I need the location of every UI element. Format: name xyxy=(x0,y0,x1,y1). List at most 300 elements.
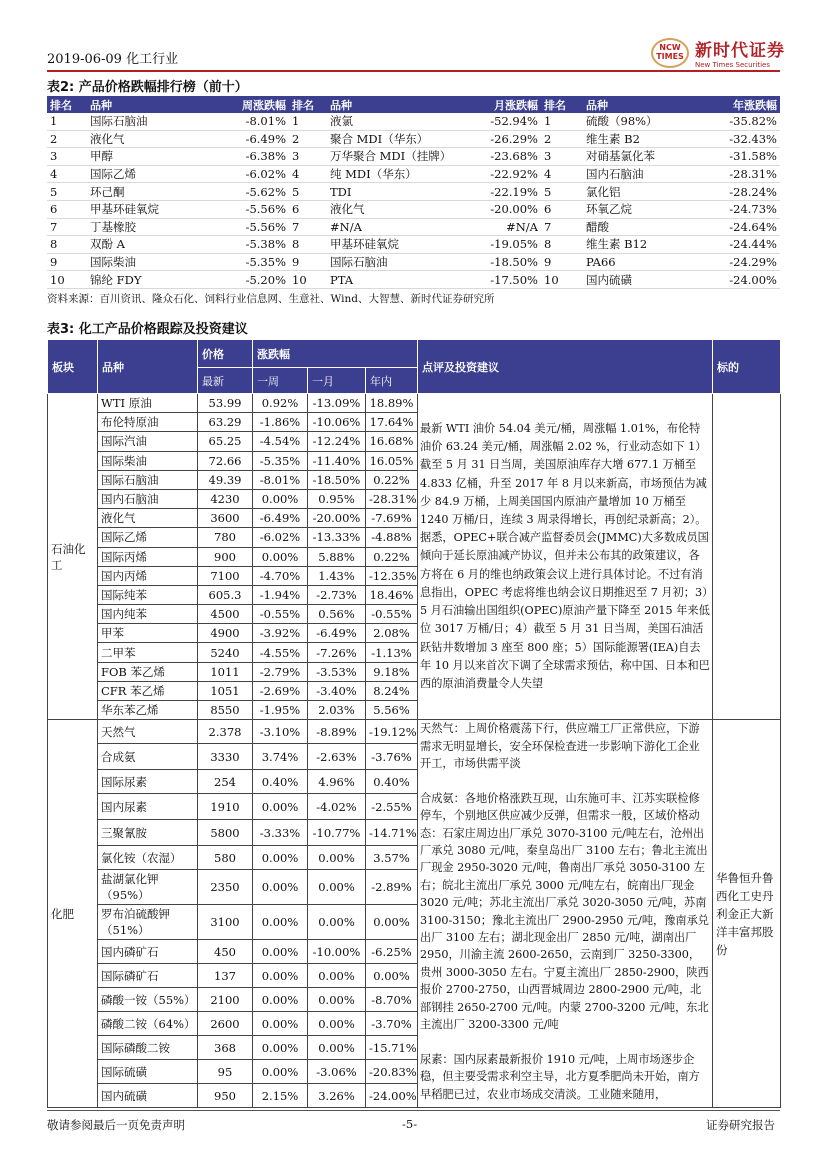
table2-cell: 9 xyxy=(47,253,87,271)
table2-cell: TDI xyxy=(327,183,461,201)
product-value: -0.55% xyxy=(366,605,418,624)
table2-cell: 丁基橡胶 xyxy=(87,218,225,236)
table2-row xyxy=(47,253,780,271)
product-value: 0.00% xyxy=(308,964,366,988)
product-value: 605.3 xyxy=(198,585,253,604)
company-logo xyxy=(651,36,785,69)
table2-row xyxy=(47,165,780,183)
product-name: 三聚氰胺 xyxy=(98,820,198,846)
table2-cell: 9 xyxy=(289,253,327,271)
product-value: 4.96% xyxy=(308,770,366,794)
product-value: -13.09% xyxy=(308,394,366,413)
product-name: 国内尿素 xyxy=(98,794,198,820)
table2-cell: -19.05% xyxy=(461,236,541,254)
table2-row xyxy=(47,271,780,289)
product-value: 0.00% xyxy=(253,547,308,566)
table2-cell: 维生素 B12 xyxy=(583,236,708,254)
product-value: 3600 xyxy=(198,509,253,528)
product-value: -7.69% xyxy=(366,509,418,528)
product-value: 7100 xyxy=(198,566,253,585)
product-value: 0.00% xyxy=(253,905,308,940)
section-comment: 最新 WTI 油价 54.04 美元/桶，周涨幅 1.01%，布伦特油价 63.24 美元/桶，周涨幅 2.02 %，行业动态如下 1）截至 5 月 31 日当周，美国原油库存大增 677.1 万桶至 4.833 亿桶，升至 2017 年 8 月以来新高，市场预估为减少 84.9 万桶，上周美国国内原油产量增加 10 万桶至 1240 万桶/日，连续 3 周录得增长，再创纪录新高；2）。据悉，OPEC+联合减产监督委员会(JMMC)大多数成员国倾向于延长原油减产协议，但并未公布其的政策建议，各方将在 6 月的维也纳政策会议上进行具体讨论。不过有消息指出，OPEC 考虑将维也纳会议日期推迟至 7 月初；3）5 月石油输出国组织(OPEC)原油产量下降至 2015 年来低位 3017 万桶/日；4）截至 5 月 31 日当周，美国石油活跃钻井数增加 3 座至 800 座；5）国际能源署(IEA)自去年 10 月以来首次下调了全球需求预估，称中国、日本和巴西的原油消费量令人失望 xyxy=(418,394,713,720)
product-name: 甲苯 xyxy=(98,624,198,643)
product-name: 罗布泊硫酸钾（51%） xyxy=(98,905,198,940)
table2-cell: -5.35% xyxy=(225,253,289,271)
product-name: FOB 苯乙烯 xyxy=(98,662,198,681)
product-name: 合成氨 xyxy=(98,744,198,770)
product-value: 1.43% xyxy=(308,566,366,585)
product-name: 二甲苯 xyxy=(98,643,198,662)
table2-cell: 5 xyxy=(541,183,583,201)
product-value: 2600 xyxy=(198,1012,253,1036)
product-name: 国际硫磺 xyxy=(98,1060,198,1084)
sector-name: 石油化工 xyxy=(48,394,98,720)
product-value: 950 xyxy=(198,1084,253,1108)
table2-row xyxy=(47,218,780,236)
product-value: -6.49% xyxy=(308,624,366,643)
product-value: -0.55% xyxy=(253,605,308,624)
product-value: -12.24% xyxy=(308,432,366,451)
table2-cell: 甲基环硅氧烷 xyxy=(327,236,461,254)
product-value: 4230 xyxy=(198,489,253,508)
product-name: 国内石脑油 xyxy=(98,489,198,508)
product-value: 0.00% xyxy=(253,964,308,988)
product-value: 95 xyxy=(198,1060,253,1084)
table2-cell: 液化气 xyxy=(87,130,225,148)
table2-cell: 维生素 B2 xyxy=(583,130,708,148)
product-value: 0.56% xyxy=(308,605,366,624)
product-value: -2.79% xyxy=(253,662,308,681)
product-value: 3.26% xyxy=(308,1084,366,1108)
table2-cell: -24.73% xyxy=(708,200,780,218)
product-name: 国际磷矿石 xyxy=(98,964,198,988)
product-value: 0.22% xyxy=(366,547,418,566)
table2-cell: 甲醇 xyxy=(87,148,225,166)
table2-header-cell: 周涨跌幅 xyxy=(225,96,289,113)
product-value: 2.378 xyxy=(198,720,253,744)
table3-row xyxy=(48,394,781,413)
product-name: 氯化铵（农湿） xyxy=(98,846,198,870)
table2-cell: -26.29% xyxy=(461,130,541,148)
table2-cell: 3 xyxy=(47,148,87,166)
table2-cell: -28.24% xyxy=(708,183,780,201)
table2-cell: 液化气 xyxy=(327,200,461,218)
product-value: -6.02% xyxy=(253,528,308,547)
table2-header-cell: 品种 xyxy=(87,96,225,113)
product-value: -10.00% xyxy=(308,940,366,964)
table2-cell: -5.56% xyxy=(225,200,289,218)
product-value: 16.05% xyxy=(366,451,418,470)
table2-cell: 锦纶 FDY xyxy=(87,271,225,289)
product-value: -13.33% xyxy=(308,528,366,547)
product-name: 盐湖氯化钾（95%） xyxy=(98,870,198,905)
product-value: 0.00% xyxy=(253,794,308,820)
table2-cell: -32.43% xyxy=(708,130,780,148)
product-value: -3.40% xyxy=(308,681,366,700)
product-value: -2.55% xyxy=(366,794,418,820)
table2-header-cell: 月涨跌幅 xyxy=(461,96,541,113)
table2-row xyxy=(47,148,780,166)
product-value: -4.88% xyxy=(366,528,418,547)
table2-cell: -24.64% xyxy=(708,218,780,236)
table2-cell: 国内石脑油 xyxy=(583,165,708,183)
table2-cell: 1 xyxy=(289,113,327,130)
product-value: 1051 xyxy=(198,681,253,700)
product-value: -3.10% xyxy=(253,720,308,744)
product-name: 国内纯苯 xyxy=(98,605,198,624)
table2-row xyxy=(47,130,780,148)
product-value: 580 xyxy=(198,846,253,870)
table2-cell: 甲基环硅氧烷 xyxy=(87,200,225,218)
product-value: 8550 xyxy=(198,701,253,720)
th-year: 年内 xyxy=(366,368,418,394)
product-value: -1.94% xyxy=(253,585,308,604)
product-value: 0.00% xyxy=(308,870,366,905)
table2-cell: -8.01% xyxy=(225,113,289,130)
product-value: 780 xyxy=(198,528,253,547)
th-product: 品种 xyxy=(98,340,198,394)
product-value: 1910 xyxy=(198,794,253,820)
table2-cell: 9 xyxy=(541,253,583,271)
table2-cell: 3 xyxy=(289,148,327,166)
table2-cell: #N/A xyxy=(327,218,461,236)
product-name: 国际尿素 xyxy=(98,770,198,794)
product-value: 2.15% xyxy=(253,1084,308,1108)
product-value: -1.95% xyxy=(253,701,308,720)
table2-cell: 7 xyxy=(289,218,327,236)
product-name: 国际汽油 xyxy=(98,432,198,451)
table2-row xyxy=(47,236,780,254)
table2-cell: 液氯 xyxy=(327,113,461,130)
table2-cell: 醋酸 xyxy=(583,218,708,236)
table2-cell: -6.02% xyxy=(225,165,289,183)
table2-cell: -24.00% xyxy=(708,271,780,289)
table2-cell: -5.38% xyxy=(225,236,289,254)
product-value: -4.02% xyxy=(308,794,366,820)
table2-cell: 万华聚合 MDI（挂牌） xyxy=(327,148,461,166)
th-month: 一月 xyxy=(308,368,366,394)
th-sector: 板块 xyxy=(48,340,98,394)
table2-header-cell: 品种 xyxy=(583,96,708,113)
table2-cell: -5.20% xyxy=(225,271,289,289)
product-value: 17.64% xyxy=(366,413,418,432)
product-value: 137 xyxy=(198,964,253,988)
product-name: CFR 苯乙烯 xyxy=(98,681,198,700)
table2-cell: -23.68% xyxy=(461,148,541,166)
product-name: 华东苯乙烯 xyxy=(98,701,198,720)
product-value: 5240 xyxy=(198,643,253,662)
product-name: 国际磷酸二铵 xyxy=(98,1036,198,1060)
table2-cell: -5.62% xyxy=(225,183,289,201)
product-value: -19.12% xyxy=(366,720,418,744)
table2-cell: 10 xyxy=(541,271,583,289)
product-value: 49.39 xyxy=(198,470,253,489)
table2-cell: -5.56% xyxy=(225,218,289,236)
table2-cell: 氯化铝 xyxy=(583,183,708,201)
product-name: 天然气 xyxy=(98,720,198,744)
logo-name-en: New Times Securities xyxy=(695,61,770,69)
table2-cell: -22.92% xyxy=(461,165,541,183)
table2-cell: 国际石脑油 xyxy=(327,253,461,271)
product-name: WTI 原油 xyxy=(98,394,198,413)
section-comment: 天然气：上周价格震荡下行，供应端工厂正常供应，下游需求无明显增长，安全环保检查进一步影响下游化工企业开工，市场供需平淡 合成氨：各地价格涨跌互现，山东施可丰、江苏实联检修停车，个别地区供应减少反弹，但需求一般，区域价格动态：石家庄周边出厂承兑 3070-3100 元/吨左右，沧州出厂承兑 3080 元/吨，秦皇岛出厂 3100 左右；鲁北主流出厂现金 2950-3020 元/吨，鲁南出厂承兑 3050-3100 左右；皖北主流出厂承兑 3000 元/吨左右，皖南出厂现金 3020 元/吨；苏北主流出厂承兑 3020-3050 元/吨，苏南 3100-3150；豫北主流出厂 2900-2950 元/吨，豫南承兑出厂 3100 左右；湖北现金出厂 2850 元/吨，湖南出厂 2950，川渝主流 2600-2650，云南到厂 3250-3300，贵州 3000-3050 左右。宁夏主流出厂 2850-2900，陕西报价 2700-2750，山西晋城周边 2800-2900 元/吨，北部钢挂 2650-2700 元/吨。内蒙 2700-3200 元/吨，东北主流出厂 3200-3300 元/吨 尿素：国内尿素最新报价 1910 元/吨，上周市场逐步企稳，但主要受需求利空主导，北方夏季肥尚未开始，南方早稻肥已过，农业市场成交清淡。工业随来随用， xyxy=(418,720,713,1108)
product-value: 0.00% xyxy=(253,1060,308,1084)
product-value: 0.00% xyxy=(308,1012,366,1036)
table2-cell: -31.58% xyxy=(708,148,780,166)
product-value: -10.06% xyxy=(308,413,366,432)
product-value: -12.35% xyxy=(366,566,418,585)
product-value: 3330 xyxy=(198,744,253,770)
product-value: -10.77% xyxy=(308,820,366,846)
product-value: -11.40% xyxy=(308,451,366,470)
product-value: -4.55% xyxy=(253,643,308,662)
product-value: -3.53% xyxy=(308,662,366,681)
table2-cell: 双酚 A xyxy=(87,236,225,254)
product-value: -1.86% xyxy=(253,413,308,432)
product-value: 0.00% xyxy=(253,870,308,905)
product-value: -4.54% xyxy=(253,432,308,451)
price-decline-ranking-table xyxy=(47,96,780,289)
table2-cell: 8 xyxy=(289,236,327,254)
product-name: 磷酸二铵（64%） xyxy=(98,1012,198,1036)
product-value: 0.00% xyxy=(253,988,308,1012)
product-value: -2.69% xyxy=(253,681,308,700)
sector-name: 化肥 xyxy=(48,720,98,1108)
table3-row xyxy=(48,720,781,744)
table2-cell: 5 xyxy=(289,183,327,201)
table2-cell: 聚合 MDI（华东） xyxy=(327,130,461,148)
table2-cell: -6.38% xyxy=(225,148,289,166)
product-value: 0.00% xyxy=(253,846,308,870)
product-value: -14.71% xyxy=(366,820,418,846)
table2-cell: 2 xyxy=(541,130,583,148)
header-divider xyxy=(47,70,780,72)
price-tracking-table xyxy=(47,339,781,1108)
product-value: 254 xyxy=(198,770,253,794)
table2-cell: -22.19% xyxy=(461,183,541,201)
table2-row xyxy=(47,113,780,130)
th-change: 涨跌幅 xyxy=(253,340,418,368)
table2-cell: 7 xyxy=(541,218,583,236)
footer-report-type: 证券研究报告 xyxy=(706,1118,775,1132)
product-value: -18.50% xyxy=(308,470,366,489)
product-value: 3.74% xyxy=(253,744,308,770)
table2-cell: 2 xyxy=(289,130,327,148)
product-value: 53.99 xyxy=(198,394,253,413)
table2-cell: 纯 MDI（华东） xyxy=(327,165,461,183)
table2-cell: 6 xyxy=(47,200,87,218)
logo-icon: NCW TIMES xyxy=(651,38,689,68)
product-value: -8.70% xyxy=(366,988,418,1012)
product-value: -3.76% xyxy=(366,744,418,770)
logo-name-cn: 新时代证券 xyxy=(695,41,785,61)
table2-cell: 2 xyxy=(47,130,87,148)
table2-cell: -6.49% xyxy=(225,130,289,148)
table2-header-cell: 排名 xyxy=(289,96,327,113)
table2-cell: 6 xyxy=(541,200,583,218)
product-value: 450 xyxy=(198,940,253,964)
table2-cell: -17.50% xyxy=(461,271,541,289)
table3-caption: 表3: 化工产品价格跟踪及投资建议 xyxy=(47,322,248,337)
product-value: -3.92% xyxy=(253,624,308,643)
product-name: 磷酸一铵（55%） xyxy=(98,988,198,1012)
table2-cell: 国内硫磺 xyxy=(583,271,708,289)
table2-cell: PTA xyxy=(327,271,461,289)
product-value: 4500 xyxy=(198,605,253,624)
product-value: -7.26% xyxy=(308,643,366,662)
product-value: -8.89% xyxy=(308,720,366,744)
table2-row xyxy=(47,183,780,201)
product-value: 5.88% xyxy=(308,547,366,566)
footer-divider xyxy=(47,1110,780,1111)
table2-cell: 4 xyxy=(289,165,327,183)
table2-cell: 国际乙烯 xyxy=(87,165,225,183)
product-value: 0.40% xyxy=(366,770,418,794)
table2-cell: 4 xyxy=(47,165,87,183)
table2-caption: 表2: 产品价格跌幅排行榜（前十） xyxy=(47,80,248,95)
th-target: 标的 xyxy=(713,340,781,394)
product-name: 国际纯苯 xyxy=(98,585,198,604)
product-value: 0.00% xyxy=(308,846,366,870)
product-value: -20.83% xyxy=(366,1060,418,1084)
table2-cell: -24.44% xyxy=(708,236,780,254)
product-value: 5.56% xyxy=(366,701,418,720)
product-value: 2350 xyxy=(198,870,253,905)
table2-cell: 6 xyxy=(289,200,327,218)
product-value: 0.00% xyxy=(253,1036,308,1060)
product-value: 0.95% xyxy=(308,489,366,508)
table2-cell: 10 xyxy=(289,271,327,289)
product-value: -20.00% xyxy=(308,509,366,528)
table2-header-cell: 排名 xyxy=(47,96,87,113)
product-value: 18.89% xyxy=(366,394,418,413)
table2-cell: -18.50% xyxy=(461,253,541,271)
product-value: 1011 xyxy=(198,662,253,681)
table2-cell: PA66 xyxy=(583,253,708,271)
product-name: 国内磷矿石 xyxy=(98,940,198,964)
table2-cell: 8 xyxy=(541,236,583,254)
table2-cell: 3 xyxy=(541,148,583,166)
footer-page-number: -5- xyxy=(402,1117,418,1131)
product-value: -3.33% xyxy=(253,820,308,846)
footer-disclaimer: 敬请参阅最后一页免责声明 xyxy=(47,1118,185,1132)
product-value: 0.00% xyxy=(366,905,418,940)
product-value: 0.92% xyxy=(253,394,308,413)
product-value: -28.31% xyxy=(366,489,418,508)
table2-cell: 1 xyxy=(541,113,583,130)
section-targets xyxy=(713,394,781,720)
product-value: -2.73% xyxy=(308,585,366,604)
product-value: -2.63% xyxy=(308,744,366,770)
th-week: 一周 xyxy=(253,368,308,394)
table2-cell: 4 xyxy=(541,165,583,183)
table2-cell: 对硝基氯化苯 xyxy=(583,148,708,166)
product-value: 16.68% xyxy=(366,432,418,451)
product-name: 国内硫磺 xyxy=(98,1084,198,1108)
product-value: 65.25 xyxy=(198,432,253,451)
product-name: 国际乙烯 xyxy=(98,528,198,547)
table2-cell: 1 xyxy=(47,113,87,130)
product-value: -6.25% xyxy=(366,940,418,964)
table2-row xyxy=(47,200,780,218)
product-value: 0.00% xyxy=(308,905,366,940)
section-targets: 华鲁恒升鲁西化工史丹利金正大新洋丰富邦股份 xyxy=(713,720,781,1108)
product-value: -6.49% xyxy=(253,509,308,528)
table2-header-cell: 品种 xyxy=(327,96,461,113)
product-value: 2.08% xyxy=(366,624,418,643)
table2-cell: -28.31% xyxy=(708,165,780,183)
product-value: 900 xyxy=(198,547,253,566)
table2-cell: -24.29% xyxy=(708,253,780,271)
product-value: -15.71% xyxy=(366,1036,418,1060)
table2-cell: 8 xyxy=(47,236,87,254)
product-name: 液化气 xyxy=(98,509,198,528)
product-value: -1.13% xyxy=(366,643,418,662)
product-name: 国际石脑油 xyxy=(98,470,198,489)
table2-source: 资料来源：百川资讯、隆众石化、饲料行业信息网、生意社、Wind、大智慧、新时代证券研究所 xyxy=(47,293,495,305)
table2-cell: -52.94% xyxy=(461,113,541,130)
product-value: 0.00% xyxy=(253,940,308,964)
product-value: 0.00% xyxy=(366,964,418,988)
product-value: 18.46% xyxy=(366,585,418,604)
product-value: -5.35% xyxy=(253,451,308,470)
product-value: 8.24% xyxy=(366,681,418,700)
table2-cell: 10 xyxy=(47,271,87,289)
table2-cell: -20.00% xyxy=(461,200,541,218)
product-value: -8.01% xyxy=(253,470,308,489)
product-value: 2100 xyxy=(198,988,253,1012)
product-value: 0.00% xyxy=(253,1012,308,1036)
product-value: 368 xyxy=(198,1036,253,1060)
th-comment: 点评及投资建议 xyxy=(418,340,713,394)
product-value: 3100 xyxy=(198,905,253,940)
header-date-industry: 2019-06-09 化工行业 xyxy=(47,52,179,67)
table2-cell: 环氧乙烷 xyxy=(583,200,708,218)
th-price: 价格 xyxy=(198,340,253,368)
product-value: -2.89% xyxy=(366,870,418,905)
product-value: 0.00% xyxy=(308,988,366,1012)
product-value: 0.22% xyxy=(366,470,418,489)
table2-header-cell: 排名 xyxy=(541,96,583,113)
product-value: -3.70% xyxy=(366,1012,418,1036)
product-value: -24.00% xyxy=(366,1084,418,1108)
table2-cell: 国际柴油 xyxy=(87,253,225,271)
table2-cell: 环己酮 xyxy=(87,183,225,201)
table2-cell: #N/A xyxy=(461,218,541,236)
table2-cell: 硫酸（98%） xyxy=(583,113,708,130)
table2-cell: 7 xyxy=(47,218,87,236)
product-value: -3.06% xyxy=(308,1060,366,1084)
product-value: 5800 xyxy=(198,820,253,846)
product-value: 63.29 xyxy=(198,413,253,432)
table2-cell: -35.82% xyxy=(708,113,780,130)
product-name: 国际丙烯 xyxy=(98,547,198,566)
table2-header-cell: 年涨跌幅 xyxy=(708,96,780,113)
product-value: 2.03% xyxy=(308,701,366,720)
product-value: 0.00% xyxy=(253,489,308,508)
product-value: 4900 xyxy=(198,624,253,643)
product-name: 国际柴油 xyxy=(98,451,198,470)
product-name: 国内丙烯 xyxy=(98,566,198,585)
product-value: -4.70% xyxy=(253,566,308,585)
table2-cell: 5 xyxy=(47,183,87,201)
product-name: 布伦特原油 xyxy=(98,413,198,432)
product-value: 3.57% xyxy=(366,846,418,870)
product-value: 0.00% xyxy=(308,1036,366,1060)
product-value: 0.40% xyxy=(253,770,308,794)
th-latest: 最新 xyxy=(198,368,253,394)
table2-cell: 国际石脑油 xyxy=(87,113,225,130)
